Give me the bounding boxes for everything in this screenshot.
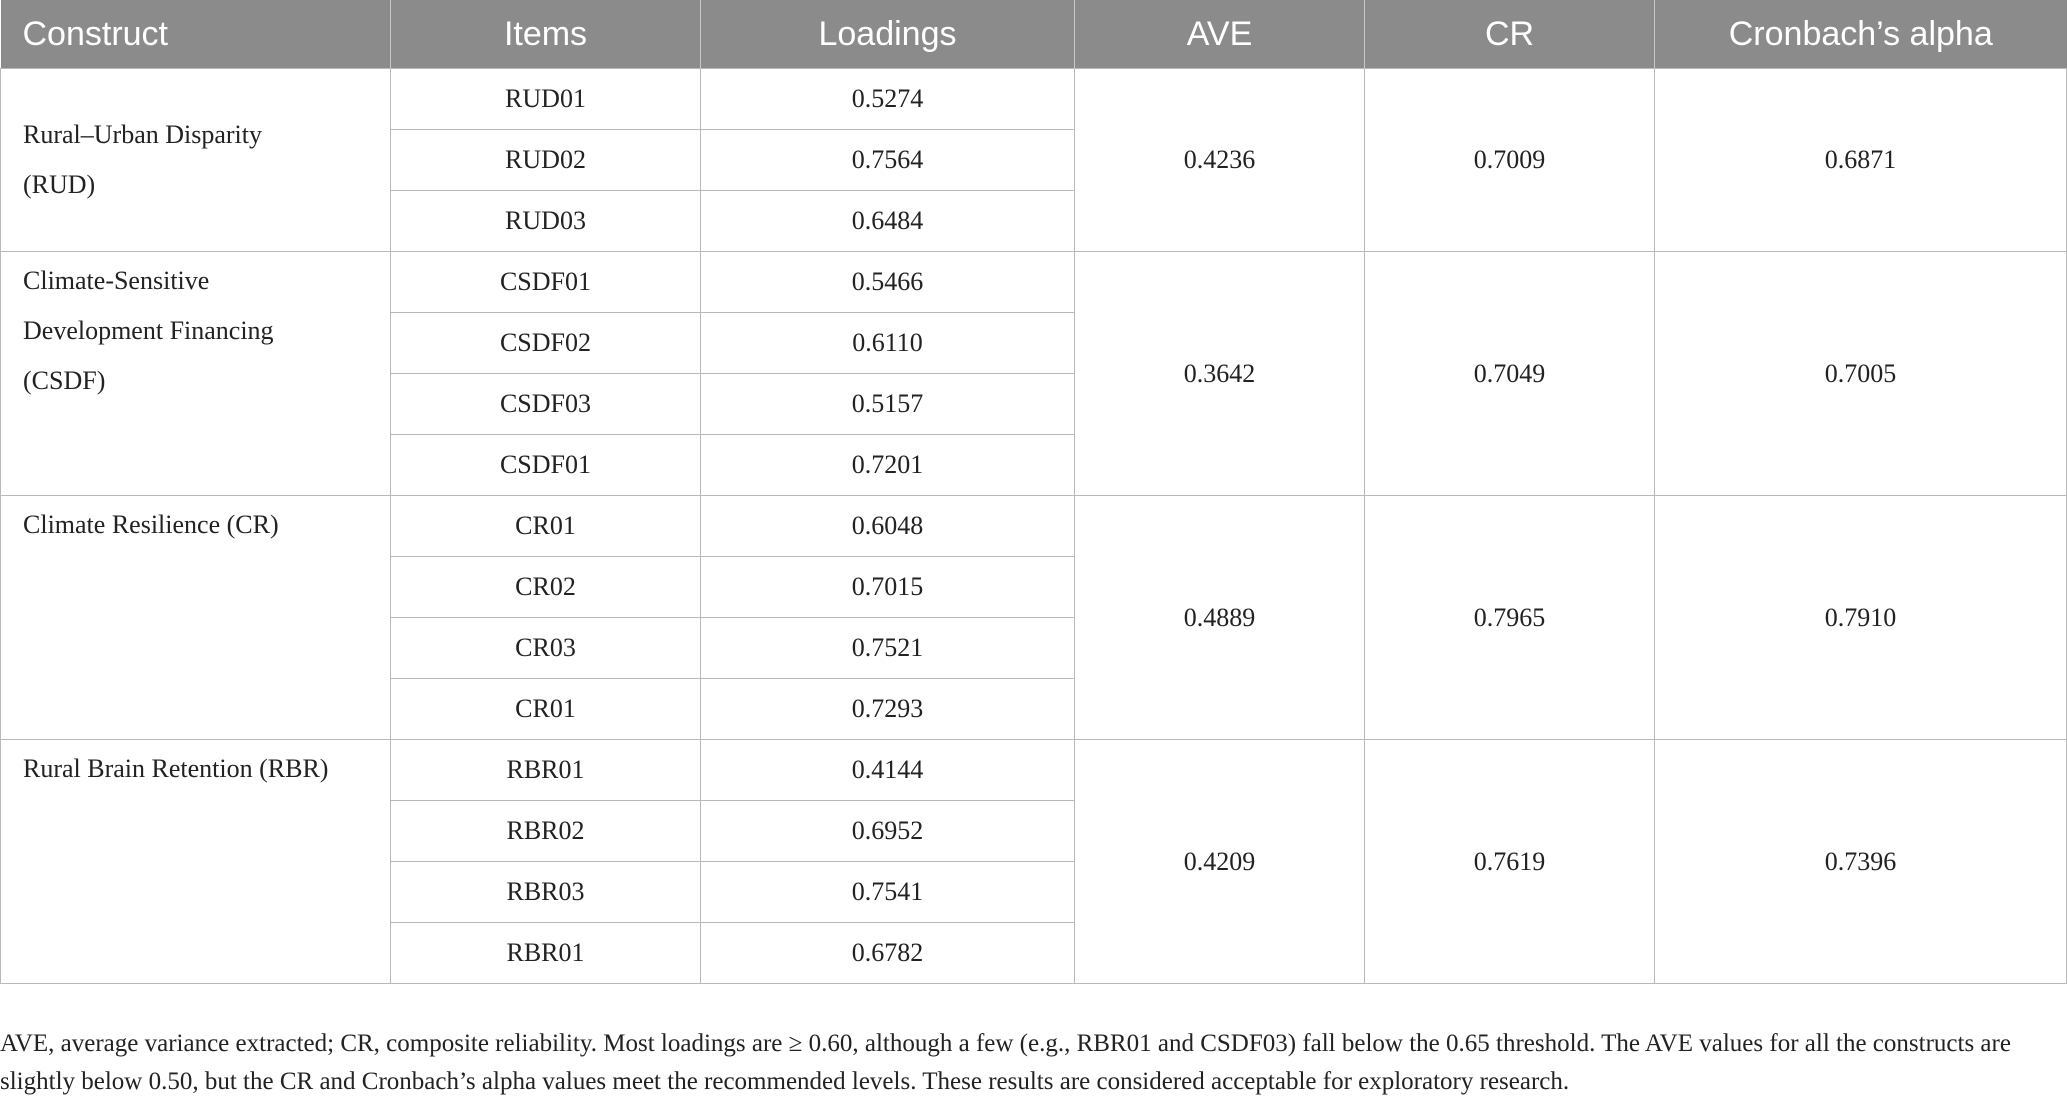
table-row [1,740,2067,801]
alpha-cell: 0.7005 [1655,252,2067,496]
loading-cell: 0.4144 [701,740,1075,801]
loading-cell: 0.7015 [701,557,1075,618]
item-cell: RUD01 [391,69,701,130]
loading-cell: 0.5466 [701,252,1075,313]
ave-cell: 0.4209 [1075,740,1365,984]
header-cronbachs-alpha: Cronbach’s alpha [1655,0,2067,69]
ave-cell: 0.3642 [1075,252,1365,496]
loading-cell: 0.7541 [701,862,1075,923]
header-loadings: Loadings [701,0,1075,69]
loading-cell: 0.7201 [701,435,1075,496]
alpha-cell: 0.7396 [1655,740,2067,984]
cr-cell: 0.7619 [1365,740,1655,984]
construct-cell: Climate Resilience (CR) [1,496,391,740]
table-row [1,496,2067,557]
item-cell: RBR01 [391,923,701,984]
table-body [1,69,2067,984]
header-cr: CR [1365,0,1655,69]
item-cell: CR02 [391,557,701,618]
item-cell: RUD03 [391,191,701,252]
construct-cell: Rural–Urban Disparity (RUD) [1,69,391,252]
loading-cell: 0.5274 [701,69,1075,130]
item-cell: RBR01 [391,740,701,801]
loading-cell: 0.6952 [701,801,1075,862]
item-cell: CSDF02 [391,313,701,374]
item-cell: CR01 [391,679,701,740]
table-footnote: AVE, average variance extracted; CR, composite reliability. Most loadings are ≥ 0.60, although a few (e.g., RBR01 and CSDF03) fall below the 0.65 threshold. The AVE values for all the constructs are slightly below 0.50, but the CR and Cronbach’s alpha values meet the recommended levels. These results are considered acceptable for exploratory research. [0,1030,2011,1095]
cr-cell: 0.7049 [1365,252,1655,496]
header-items: Items [391,0,701,69]
cr-cell: 0.7009 [1365,69,1655,252]
construct-cell: Climate-Sensitive Development Financing (CSDF) [1,252,391,496]
alpha-cell: 0.6871 [1655,69,2067,252]
loading-cell: 0.6484 [701,191,1075,252]
item-cell: CR01 [391,496,701,557]
item-cell: CR03 [391,618,701,679]
table-row [1,252,2067,313]
item-cell: RUD02 [391,130,701,191]
header-row [1,0,2067,69]
loading-cell: 0.6110 [701,313,1075,374]
item-cell: CSDF01 [391,435,701,496]
construct-cell: Rural Brain Retention (RBR) [1,740,391,984]
loading-cell: 0.7293 [701,679,1075,740]
loading-cell: 0.6048 [701,496,1075,557]
item-cell: CSDF03 [391,374,701,435]
loading-cell: 0.7564 [701,130,1075,191]
header-construct: Construct [1,0,391,69]
alpha-cell: 0.7910 [1655,496,2067,740]
header-ave: AVE [1075,0,1365,69]
table-row [1,69,2067,130]
cr-cell: 0.7965 [1365,496,1655,740]
ave-cell: 0.4236 [1075,69,1365,252]
loading-cell: 0.7521 [701,618,1075,679]
ave-cell: 0.4889 [1075,496,1365,740]
item-cell: RBR02 [391,801,701,862]
loading-cell: 0.5157 [701,374,1075,435]
item-cell: CSDF01 [391,252,701,313]
loading-cell: 0.6782 [701,923,1075,984]
item-cell: RBR03 [391,862,701,923]
table-header [1,0,2067,69]
